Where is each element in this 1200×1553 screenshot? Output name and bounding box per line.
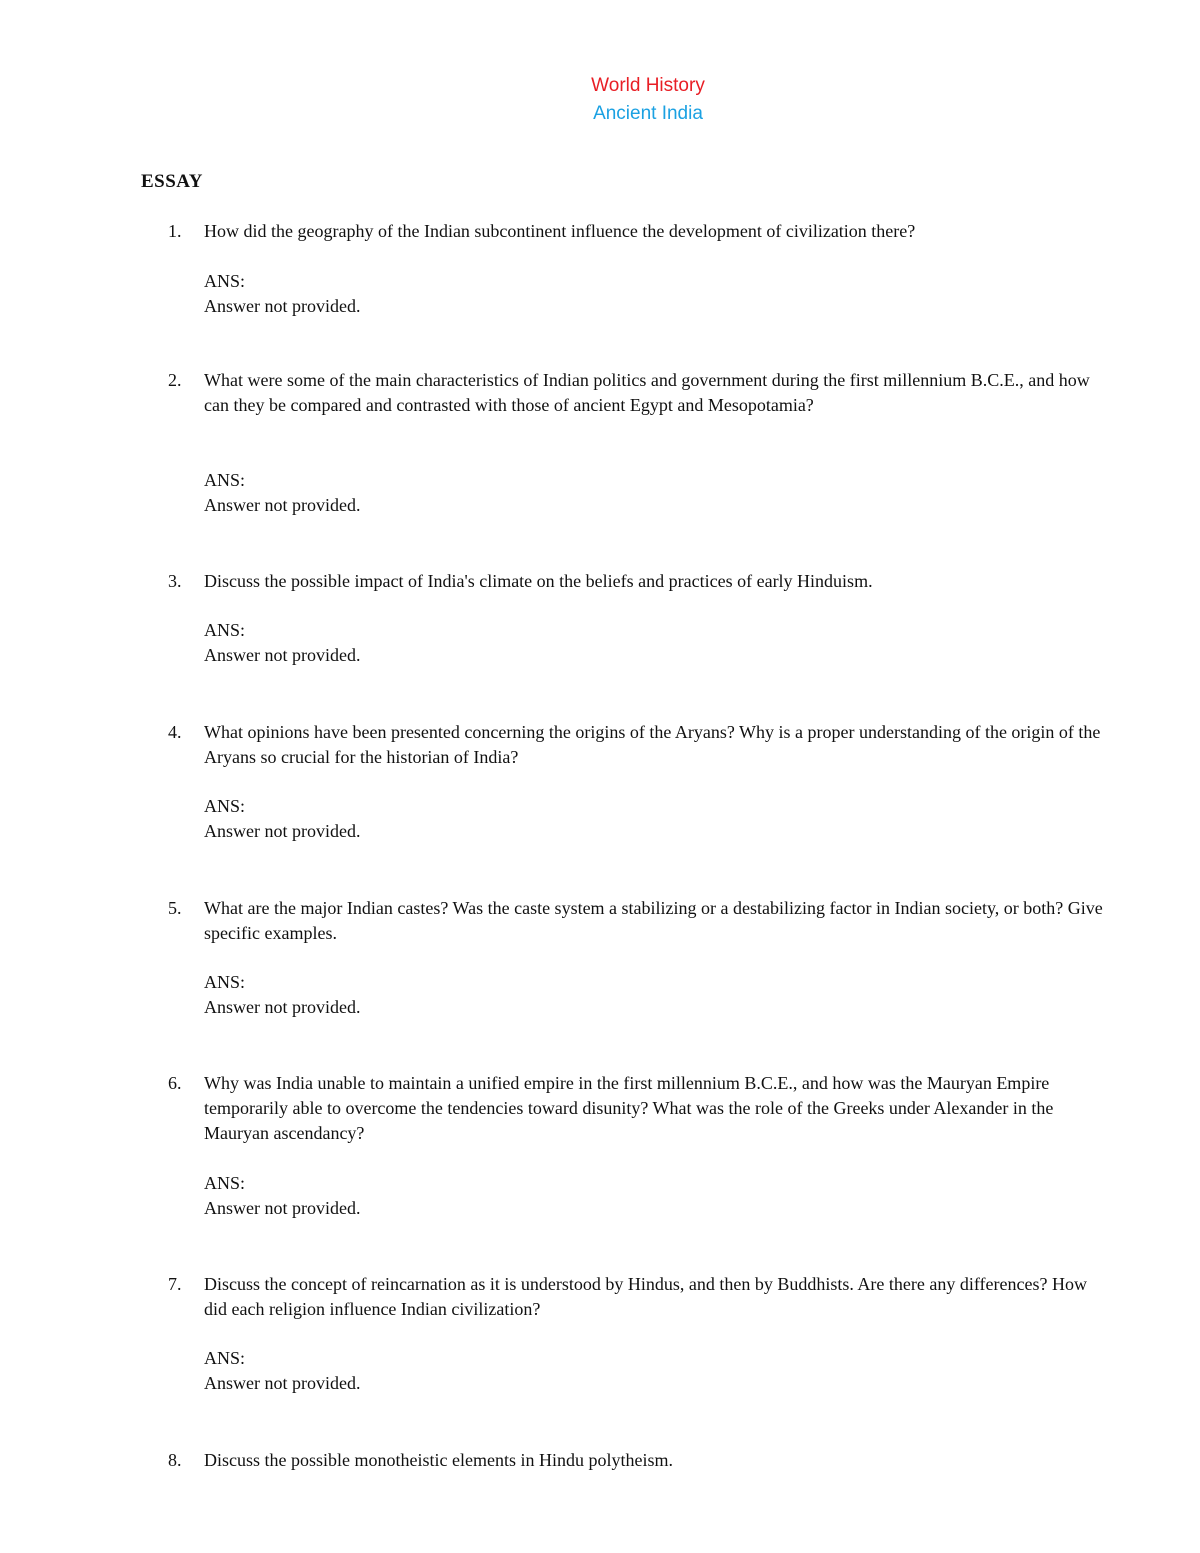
answer-label: ANS: <box>204 470 246 490</box>
answer-text: Answer not provided. <box>204 495 361 515</box>
answer-label: ANS: <box>204 796 246 816</box>
question-text: What opinions have been presented concerning the origins of the Aryans? Why is a proper understanding of the origin of the Aryans so crucial for the historian of India? <box>204 722 1101 767</box>
question-number: 8. <box>168 1450 182 1470</box>
answer-text: Answer not provided. <box>204 997 361 1017</box>
answer-text: Answer not provided. <box>204 821 361 841</box>
question-text: What are the major Indian castes? Was the caste system a stabilizing or a destabilizing factor in Indian society, or both? Give specific examples. <box>204 898 1103 943</box>
answer-label: ANS: <box>204 271 246 291</box>
question-text: Discuss the possible monotheistic elements in Hindu polytheism. <box>204 1450 673 1470</box>
question-number: 5. <box>168 898 182 918</box>
answer-text: Answer not provided. <box>204 1198 361 1218</box>
answer-label: ANS: <box>204 1173 246 1193</box>
question-text: Discuss the concept of reincarnation as it is understood by Hindus, and then by Buddhists. Are there any differences? How did each religion influence Indian civilization? <box>204 1274 1087 1319</box>
document-header <box>0 72 1200 128</box>
answer-text: Answer not provided. <box>204 1373 361 1393</box>
document-subtitle: Ancient India <box>593 103 703 124</box>
question-text: Discuss the possible impact of India's climate on the beliefs and practices of early Hinduism. <box>204 571 873 591</box>
question-number: 1. <box>168 221 182 241</box>
question-number: 4. <box>168 722 182 742</box>
answer-label: ANS: <box>204 972 246 992</box>
question-number: 3. <box>168 571 182 591</box>
question-number: 7. <box>168 1274 182 1294</box>
answer-label: ANS: <box>204 1348 246 1368</box>
answer-text: Answer not provided. <box>204 645 361 665</box>
answer-label: ANS: <box>204 620 246 640</box>
question-number: 2. <box>168 370 182 390</box>
question-number: 6. <box>168 1073 182 1093</box>
question-text: How did the geography of the Indian subcontinent influence the development of civilization there? <box>204 221 916 241</box>
question-text: Why was India unable to maintain a unified empire in the first millennium B.C.E., and how was the Mauryan Empire temporarily able to overcome the tendencies toward disunity? What was the role of the Greeks under Alexander in the Mauryan ascendancy? <box>204 1073 1054 1143</box>
question-text: What were some of the main characteristics of Indian politics and government during the first millennium B.C.E., and how can they be compared and contrasted with those of ancient Egypt and Mesopotamia? <box>204 370 1090 415</box>
answer-text: Answer not provided. <box>204 296 361 316</box>
document-title: World History <box>591 75 705 96</box>
section-heading: ESSAY <box>141 171 204 192</box>
